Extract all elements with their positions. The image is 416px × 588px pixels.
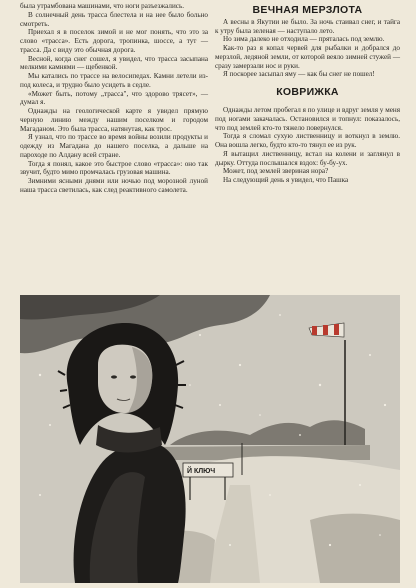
- paragraph: Тогда я сломал сухую лиственницу и воткнул в землю. Она вошла легко, будто кто-то тянул ее из рук.: [215, 132, 400, 149]
- paragraph: Как-то раз я копал червей для рыбалки и добрался до мерзлой, ледяной земли, от которой веяло зимней стужей — сразу замерзали нос и руки.: [215, 44, 400, 70]
- paragraph: Я узнал, что по трассе во время войны возили продукты и одежду из Магадана до нашего поселка, а дальше на пароходе по Алдану всей стране.: [20, 133, 208, 159]
- snowbank: [310, 514, 400, 583]
- paragraph: Я вытащил лиственницу, встал на колени и заглянул в дырку. Оттуда послышался вздох: бу-бу-ух.: [215, 149, 400, 167]
- paragraph: Тогда я понял, какое это быстрое слово «трасса»: оно так звучит, будто мимо промчалась грузовая машина.: [20, 159, 208, 177]
- paragraph: Весной, когда снег сошел, я увидел, что трасса засыпана мелкими камнями — щебенкой.: [20, 54, 208, 72]
- paragraph: В солнечный день трасса блестела и на нее было больно смотреть.: [20, 10, 208, 28]
- paragraph: Я поскорее засыпал яму — как бы снег не пошел!: [223, 70, 375, 79]
- right-column: [215, 2, 400, 185]
- paragraph: Однажды на геологической карте я увидел прямую черную линию между нашим поселком и городом Магаданом. Это была трасса, натянутая, как трос.: [20, 107, 208, 133]
- paragraph: была утрамбована машинами, что ноги разъезжались.: [20, 2, 185, 10]
- paragraph: Мы катались по трассе на велосипедах. Камни летели из-под колеса, и трудно было усидеть в седле.: [20, 72, 208, 89]
- paragraph: Может, под землей звериная нора?: [223, 167, 329, 176]
- heading-vechnaya-merzlota: ВЕЧНАЯ МЕРЗЛОТА: [252, 4, 363, 16]
- left-column: [20, 2, 208, 195]
- paragraph: Зимними ясными днями или ночью под морозной луной наша трасса светилась, как след реактивного самолета.: [20, 177, 208, 194]
- paragraph: Но зима далеко не отходила — пряталась под землю.: [223, 35, 385, 44]
- road-sign-label: Й КЛЮЧ: [187, 468, 216, 475]
- paragraph: Однажды летом пробегал я по улице и вдруг земля у меня под ногами закачалась. Остановился и топнул: показалось, что под землей кто-то тяжело повернулся.: [215, 106, 400, 132]
- paragraph: На следующий день я увидел, что Пашка: [223, 176, 349, 184]
- winter-road-illustration: [20, 295, 400, 583]
- paragraph: «Может быть, потому „трасса", что здорово трясет», — думал я.: [20, 89, 208, 107]
- paragraph: Приехал я в поселок зимой и не мог понять, что это за слово «трасса». Есть дорога, тропинка, шоссе, а тут — трасса. Да с виду это обычная дорога.: [20, 28, 208, 54]
- heading-kovrizhka: КОВРИЖКА: [276, 86, 339, 98]
- paragraph: А весны в Якутии не было. За ночь стаивал снег, и тайга к утру была зеленая — наступало лето.: [215, 17, 400, 35]
